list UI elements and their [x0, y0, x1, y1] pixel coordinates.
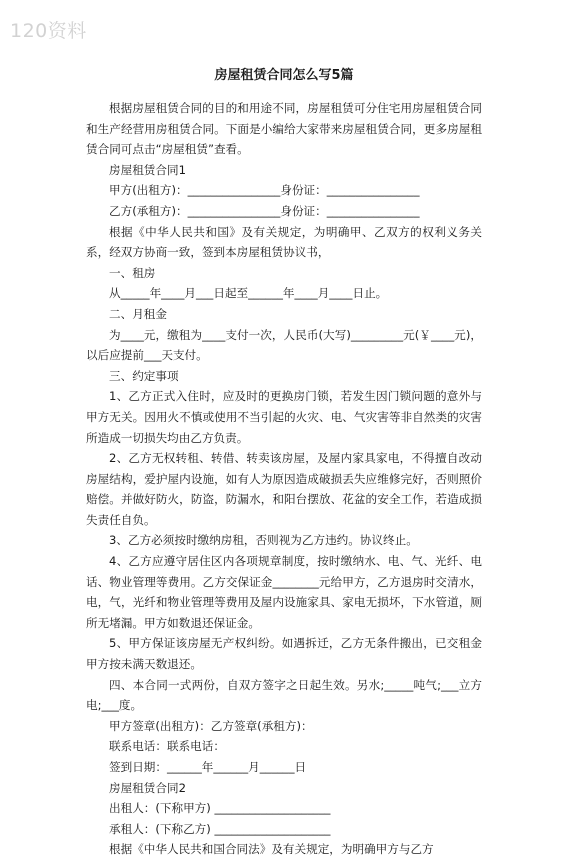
intro-paragraph: 根据房屋租赁合同的目的和用途不同，房屋租赁可分住宅用房屋租赁合同和生产经营用房租赁合同。下面是小编给大家带来房屋租赁合同，更多房屋租赁合同可点击“房屋租赁”查看。 [86, 101, 482, 157]
clause-4: 4、乙方应遵守居住区内各项规章制度，按时缴纳水、电、气、光纤、电话、物业管理等费用。乙方交保证金________元给甲方，乙方退房时交清水，电，气，光纤和物业管理等费用及屋内设施家具、家电无损坏，下水管道，厕所无堵漏。甲方如数退还保证金。 [86, 554, 482, 630]
lessor-line: 出租人：(下称甲方) ____________________ [109, 801, 331, 816]
document-body [86, 66, 482, 860]
clause-3: 3、乙方必须按时缴纳房租，否则视为乙方违约。协议终止。 [109, 533, 418, 548]
document-title: 房屋租赁合同怎么写5篇 [214, 68, 354, 83]
section2-title: 二、月租金 [109, 306, 167, 321]
section4-body: 四、本合同一式两份，自双方签字之日起生效。另水;_____吨气;___立方电;___度。 [86, 677, 482, 713]
section1-title: 一、租房 [109, 265, 156, 280]
contract1-heading: 房屋租赁合同1 [109, 162, 186, 177]
party-b-line: 乙方(承租方)：________________身份证：________________ [109, 203, 420, 218]
phone-line: 联系电话：联系电话： [109, 739, 225, 754]
section3-title: 三、约定事项 [109, 368, 179, 383]
lessee-line: 承租人：(下称乙方) ____________________ [109, 821, 331, 836]
section2-body: 为____元，缴租为____支付一次，人民币(大写)_________元(￥____元)，以后应提前___天支付。 [86, 327, 482, 363]
watermark-logo: 120资料 [10, 20, 87, 42]
sign-date-line: 签到日期：______年______月______日 [109, 760, 307, 774]
clause-5: 5、甲方保证该房屋无产权纠纷。如遇拆迁，乙方无条件搬出，已交租金甲方按未满天数退还。 [86, 636, 482, 672]
contract1-preamble: 根据《中华人民共和国》及有关规定，为明确甲、乙双方的权利义务关系，经双方协商一致，签到本房屋租赁协议书， [86, 224, 482, 260]
clause-2: 2、乙方无权转租、转借、转卖该房屋，及屋内家具家电，不得擅自改动房屋结构，爱护屋内设施，如有人为原因造成破损丢失应维修完好，否则照价赔偿。并做好防火，防盗，防漏水，和阳台摆放、花盆的安全工作，若造成损失责任自负。 [86, 451, 482, 527]
section1-body: 从_____年____月___日起至______年____月____日止。 [109, 286, 388, 301]
contract2-heading: 房屋租赁合同2 [109, 780, 186, 795]
clause-1: 1、乙方正式入住时，应及时的更换房门锁，若发生因门锁问题的意外与甲方无关。因用火不慎或使用不当引起的火灾、电、气灾害等非自然类的灾害所造成一切损失均由乙方负责。 [86, 389, 482, 445]
contract2-preamble: 根据《中华人民共和国合同法》及有关规定，为明确甲方与乙方 [109, 842, 434, 857]
signature-line: 甲方签章(出租方)：乙方签章(承租方)： [109, 718, 313, 733]
party-a-line: 甲方(出租方)：________________身份证：________________ [109, 183, 420, 198]
